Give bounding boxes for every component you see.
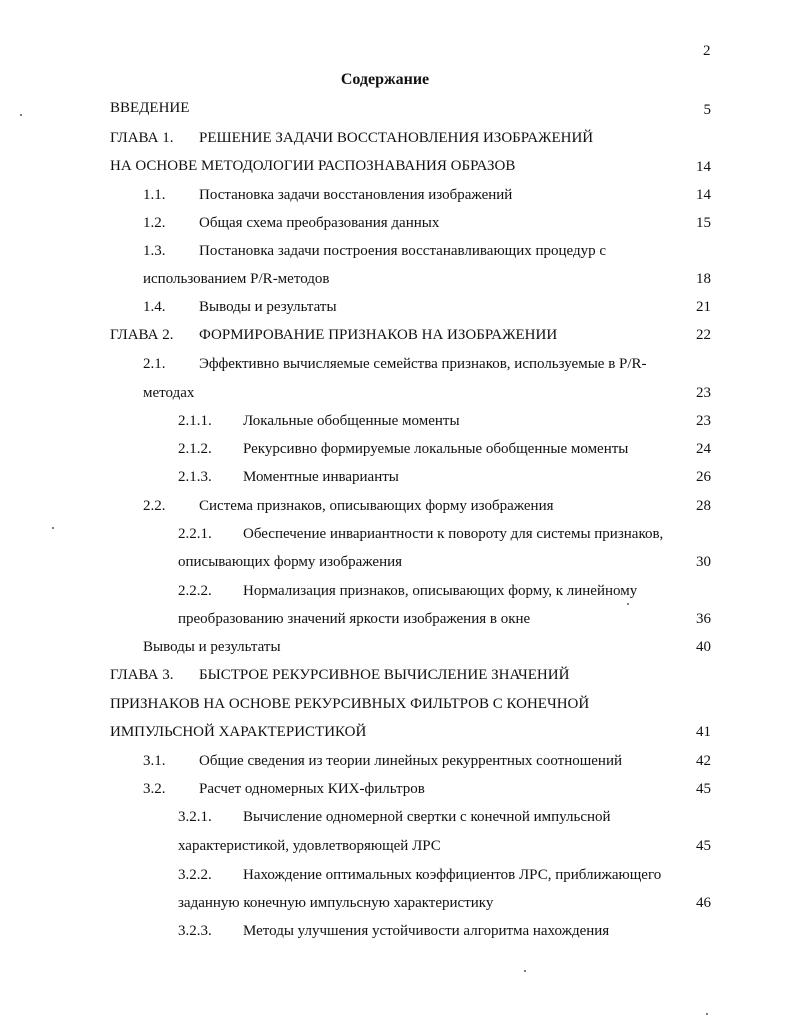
scan-speck [627, 603, 629, 605]
section-title: Общие сведения из теории линейных рекуррентных соотношений [199, 753, 623, 769]
chapter-number: ГЛАВА 3. [110, 667, 174, 683]
section-number: 2.1. [143, 356, 166, 372]
subsection-title: Рекурсивно формируемые локальные обобщенные моменты [243, 441, 629, 457]
toc-entry-page: 23 [696, 413, 711, 429]
section-title-cont: использованием P/R-методов [143, 271, 330, 287]
toc-entry-page: 5 [703, 102, 711, 118]
subsection-title: Вычисление одномерной свертки с конечной импульсной [243, 809, 611, 825]
section-number: 2.2. [143, 498, 166, 514]
toc-entry-page: 36 [696, 611, 711, 627]
subsection-number: 3.2.2. [178, 867, 212, 883]
section-number: 1.1. [143, 187, 166, 203]
subsection-title: Обеспечение инвариантности к повороту для системы признаков, [243, 526, 664, 542]
toc-entry-page: 21 [696, 299, 711, 315]
toc-entry-page: 40 [696, 639, 711, 655]
subsection-title-cont: характеристикой, удовлетворяющей ЛРС [178, 838, 441, 854]
page-title: Содержание [340, 71, 430, 88]
scan-speck [706, 1013, 708, 1015]
subsection-title: Нормализация признаков, описывающих форму, к линейному [243, 583, 638, 599]
section-title: Общая схема преобразования данных [199, 215, 440, 231]
chapter-number: ГЛАВА 2. [110, 327, 174, 343]
subsection-title: Методы улучшения устойчивости алгоритма нахождения [243, 923, 610, 939]
scan-speck [52, 527, 54, 529]
section-number: 3.1. [143, 753, 166, 769]
section-title: Постановка задачи построения восстанавливающих процедур с [199, 243, 607, 259]
section-title: Эффективно вычисляемые семейства признаков, используемые в P/R- [199, 356, 647, 372]
subsection-title-cont: описывающих форму изображения [178, 554, 403, 570]
toc-entry-page: 45 [696, 781, 711, 797]
toc-entry-page: 28 [696, 498, 711, 514]
chapter-number: ГЛАВА 1. [110, 130, 174, 146]
subsection-title: Моментные инварианты [243, 469, 399, 485]
toc-entry-page: 30 [696, 554, 711, 570]
toc-entry-page: 46 [696, 895, 711, 911]
chapter-title: РЕШЕНИЕ ЗАДАЧИ ВОССТАНОВЛЕНИЯ ИЗОБРАЖЕНИЙ [199, 130, 594, 146]
chapter-title-cont: ИМПУЛЬСНОЙ ХАРАКТЕРИСТИКОЙ [110, 724, 367, 740]
chapter-title-cont: ПРИЗНАКОВ НА ОСНОВЕ РЕКУРСИВНЫХ ФИЛЬТРОВ С КОНЕЧНОЙ [110, 696, 590, 712]
subsection-title-cont: преобразованию значений яркости изображения в окне [178, 611, 531, 627]
subsection-number: 3.2.3. [178, 923, 212, 939]
subsection-number: 2.1.1. [178, 413, 212, 429]
toc-entry-page: 42 [696, 753, 711, 769]
section-title: Выводы и результаты [199, 299, 337, 315]
section-number: 1.2. [143, 215, 166, 231]
section-number: 1.3. [143, 243, 166, 259]
subsection-number: 2.2.1. [178, 526, 212, 542]
section-number: 3.2. [143, 781, 166, 797]
section-title: Выводы и результаты [143, 639, 281, 655]
toc-entry-page: 15 [696, 215, 711, 231]
subsection-number: 2.1.2. [178, 441, 212, 457]
toc-entry-page: 41 [696, 724, 711, 740]
subsection-title: Локальные обобщенные моменты [243, 413, 460, 429]
toc-entry-page: 22 [696, 327, 711, 343]
chapter-title-cont: НА ОСНОВЕ МЕТОДОЛОГИИ РАСПОЗНАВАНИЯ ОБРАЗОВ [110, 158, 516, 174]
subsection-number: 3.2.1. [178, 809, 212, 825]
chapter-title: БЫСТРОЕ РЕКУРСИВНОЕ ВЫЧИСЛЕНИЕ ЗНАЧЕНИЙ [199, 667, 570, 683]
subsection-number: 2.2.2. [178, 583, 212, 599]
toc-entry-page: 14 [696, 159, 711, 175]
toc-entry-page: 23 [696, 385, 711, 401]
toc-entry-page: 24 [696, 441, 711, 457]
scan-speck [524, 970, 526, 972]
toc-entry-text: ВВЕДЕНИЕ [110, 100, 190, 116]
section-number: 1.4. [143, 299, 166, 315]
section-title: Система признаков, описывающих форму изображения [199, 498, 554, 514]
scan-speck [20, 114, 22, 116]
subsection-title: Нахождение оптимальных коэффициентов ЛРС, приближающего [243, 867, 662, 883]
subsection-number: 2.1.3. [178, 469, 212, 485]
section-title-cont: методах [143, 385, 195, 401]
page-number: 2 [703, 43, 711, 59]
toc-entry-page: 14 [696, 187, 711, 203]
subsection-title-cont: заданную конечную импульсную характеристику [178, 895, 494, 911]
chapter-title: ФОРМИРОВАНИЕ ПРИЗНАКОВ НА ИЗОБРАЖЕНИИ [199, 327, 558, 343]
toc-entry-page: 45 [696, 838, 711, 854]
toc-entry-page: 26 [696, 469, 711, 485]
toc-entry-page: 18 [696, 271, 711, 287]
section-title: Расчет одномерных КИХ-фильтров [199, 781, 425, 797]
section-title: Постановка задачи восстановления изображений [199, 187, 513, 203]
